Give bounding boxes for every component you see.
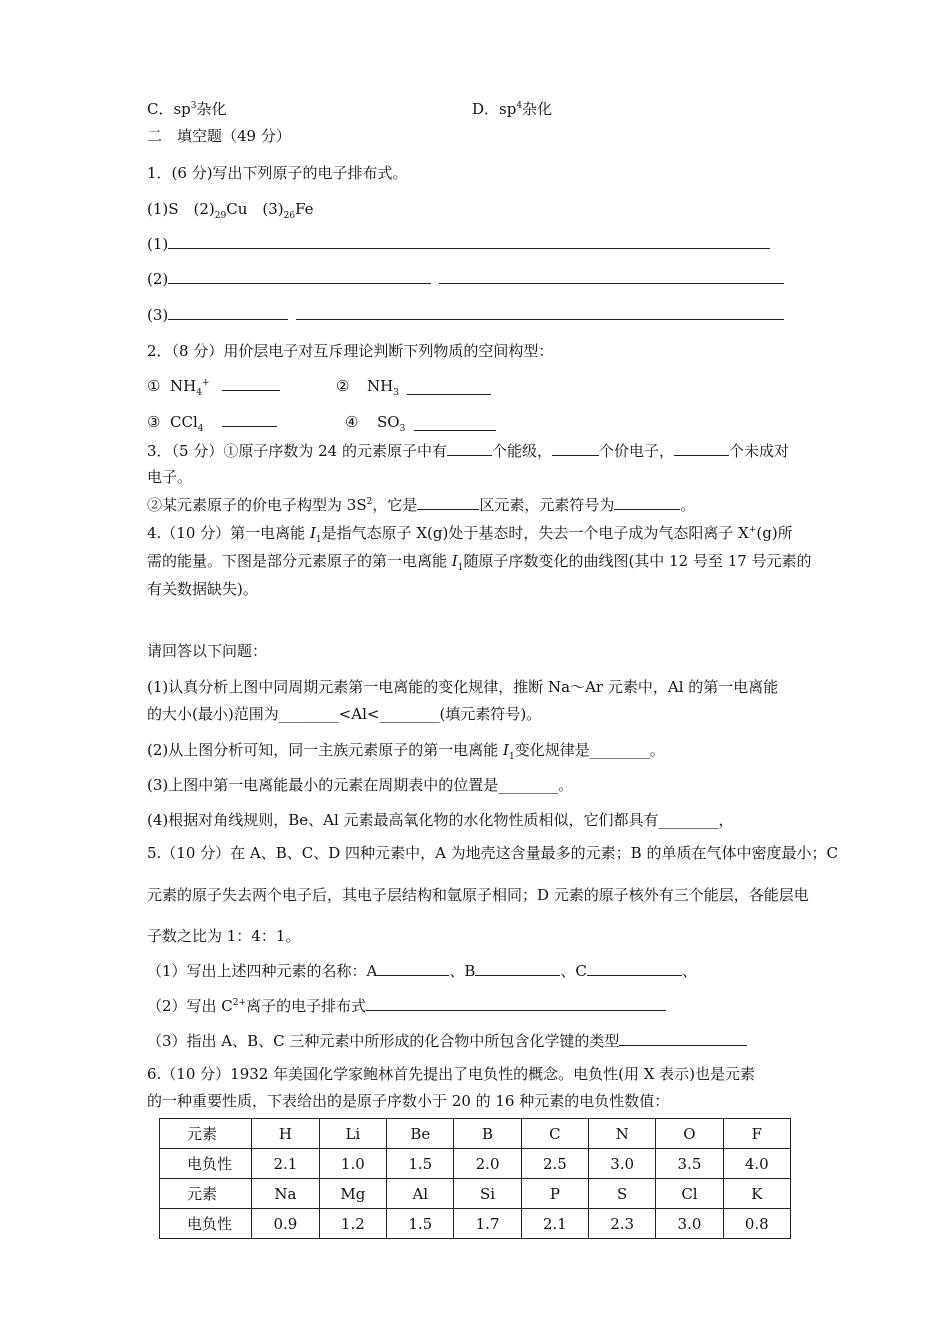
q3-line-3: ②某元素原子的价电子构型为 $3S^2$，它是 区元素，元素符号为 。 [147,496,696,514]
table-cell: 2.5 [521,1149,588,1179]
q4-line-1: 4.（10 分）第一电离能 $I_1$是指气态原子 X(g)处于基态时，失去一个电子成为气态阳离子 X+(g)所 [147,524,793,545]
q5-sub-1: （1）写出上述四种元素的名称：A 、B 、C 、 [147,962,697,980]
table-cell: 1.5 [387,1149,454,1179]
q1-stem: 1．(6 分)写出下列原子的电子排布式。 [147,164,408,182]
q1-items: (1)S $(2)_{29}Cu$ $(3)_{26}Fe$ [147,200,314,221]
table-cell: Li [319,1119,387,1149]
nh3-blank[interactable] [407,380,491,395]
table-row-header: 电负性 [160,1209,252,1239]
table-cell: H [252,1119,319,1149]
q4-p4: (4)根据对角线规则，Be、Al 元素最高氧化物的水化物性质相似，它们都具有________， [147,811,734,829]
table-cell: 0.9 [252,1209,319,1239]
q4-line-3: 有关数据缺失)。 [147,580,258,598]
table-row-header: 电负性 [160,1149,252,1179]
table-cell: K [723,1179,790,1209]
table-row-header: 元素 [160,1119,252,1149]
table-cell: 1.5 [387,1209,454,1239]
section-title: 二 填空题（49 分） [147,127,291,145]
table-cell: S [589,1179,656,1209]
table-cell: 3.0 [589,1149,656,1179]
q5-line-2: 元素的原子失去两个电子后，其电子层结构和氩原子相同；D 元素的原子核外有三个能层，各能层电 [147,886,809,904]
q6-line-1: 6.（10 分）1932 年美国化学家鲍林首先提出了电负性的概念。电负性(用 X 表示)也是元素 [147,1065,756,1083]
table-row-header: 元素 [160,1179,252,1209]
table-cell: F [723,1119,790,1149]
q4-p1b: 的大小(最小)范围为________<Al<________(填元素符号)。 [147,705,542,723]
q3-line-1: 3．（5 分）①原子序数为 24 的元素原子中有 个能级， 个价电子， 个未成对 [147,442,790,460]
table-cell: B [454,1119,521,1149]
table-cell: 2.3 [589,1209,656,1239]
q4-p2: (2)从上图分析可知，同一主族元素原子的第一电离能 $I_1$变化规律是________。 [147,741,665,762]
table-cell: 4.0 [723,1149,790,1179]
q2-stem: 2．（8 分）用价层电子对互斥理论判断下列物质的空间构型： [147,342,554,360]
table-cell: 3.0 [656,1209,723,1239]
nh4-blank[interactable] [222,376,280,391]
table-cell: 1.0 [319,1149,387,1179]
q2-row-1: ① $NH_4^+$ ② $NH_3$ [147,376,280,396]
q2-row-2: ③ CCl$_4$ ④ $SO_3$ [147,412,277,432]
table-cell: 2.1 [521,1209,588,1239]
table-cell: Na [252,1179,319,1209]
table-cell: O [656,1119,723,1149]
q1-blank-2[interactable]: (2) [147,269,784,289]
q4-p1a: (1)认真分析上图中同周期元素第一电离能的变化规律，推断 Na～Ar 元素中，Al 的第一电离能 [147,678,779,696]
q3-line-2: 电子。 [147,468,193,486]
table-cell: 1.7 [454,1209,521,1239]
choice-d: D．$sp^4$杂化 [472,100,553,118]
table-row [160,1179,791,1209]
q4-p3: (3)上图中第一电离能最小的元素在周期表中的位置是________。 [147,776,574,794]
so3-blank[interactable] [414,416,496,431]
q5-sub-2: （2）写出 $C^{2+}$离子的电子排布式 [147,996,666,1016]
table-cell: P [521,1179,588,1209]
q4-line-2: 需的能量。下图是部分元素原子的第一电离能 $I_1$随原子序数变化的曲线图(其中 12 号至 17 号元素的 [147,552,812,573]
table-cell: Mg [319,1179,387,1209]
table-cell: N [589,1119,656,1149]
q1-blank-3[interactable]: (3) [147,305,784,325]
choice-c: C．$sp^3$杂化 [147,100,227,118]
q5-line-3: 子数之比为 1：4：1。 [147,927,301,945]
q6-line-2: 的一种重要性质，下表给出的是原子序数小于 20 的 16 种元素的电负性数值： [147,1092,670,1110]
table-row [160,1149,791,1179]
table-cell: C [521,1119,588,1149]
table-cell: Cl [656,1179,723,1209]
q4-ask: 请回答以下问题： [147,642,268,660]
table-cell: Be [387,1119,454,1149]
table-cell: 2.1 [252,1149,319,1179]
table-cell: 2.0 [454,1149,521,1179]
q5-line-1: 5.（10 分）在 A、B、C、D 四种元素中，A 为地壳这含量最多的元素；B 的单质在气体中密度最小；C [147,844,838,862]
table-row [160,1119,791,1149]
ccl4-blank[interactable] [222,412,277,427]
electronegativity-table [159,1118,791,1239]
table-cell: 3.5 [656,1149,723,1179]
table-cell: 1.2 [319,1209,387,1239]
table-cell: Si [454,1179,521,1209]
table-cell: 0.8 [723,1209,790,1239]
q1-blank-1[interactable]: (1) [147,234,770,254]
table-row [160,1209,791,1239]
table-cell: Al [387,1179,454,1209]
q5-sub-3: （3）指出 A、B、C 三种元素中所形成的化合物中所包含化学键的类型 [147,1031,747,1051]
